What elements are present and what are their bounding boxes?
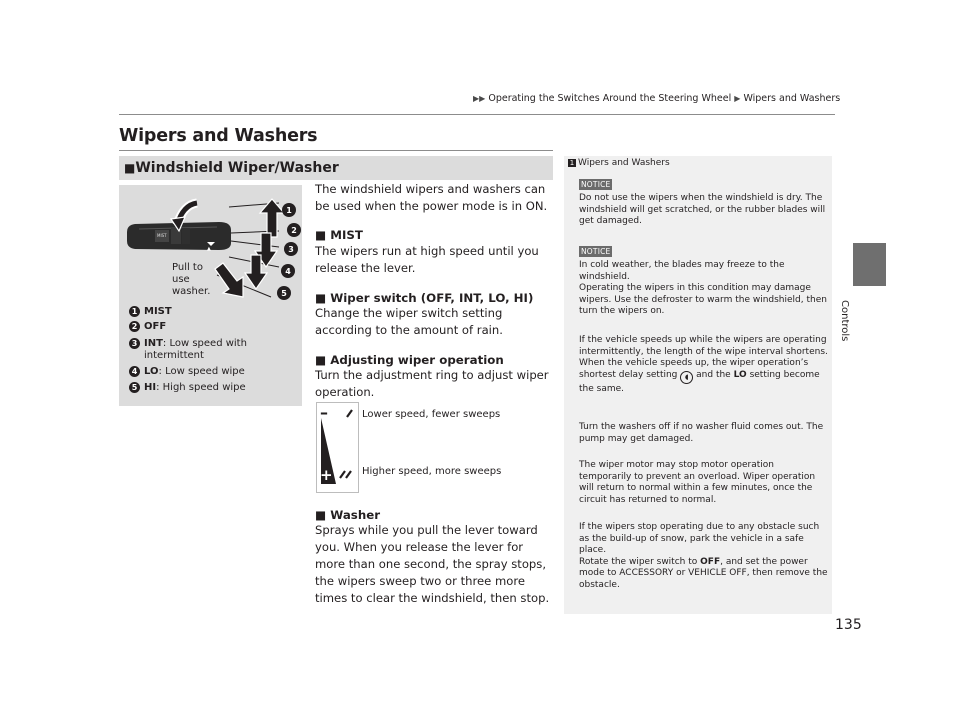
- notice-text-1: Do not use the wipers when the windshield is dry. The windshield will get scratched, or the rubber blades will get damaged.: [579, 193, 826, 226]
- arrow-icon: ▶: [734, 94, 741, 103]
- legend-item-mist: [129, 306, 172, 318]
- legend-item-int: [129, 338, 299, 362]
- legend-num: 2: [129, 321, 140, 332]
- legend-key: LO: [144, 366, 159, 377]
- legend-item-hi: [129, 382, 246, 394]
- section-marker: ■: [124, 161, 136, 175]
- callout-2: 2: [291, 226, 297, 235]
- note-marker: 1: [569, 159, 575, 167]
- adjust-text: Turn the adjustment ring to adjust wiper operation.: [315, 368, 549, 399]
- legend-key: HI: [144, 382, 157, 393]
- legend-num: 4: [129, 366, 140, 377]
- legend-item-off: [129, 321, 166, 333]
- notes-heading: [568, 158, 670, 168]
- callout-5: 5: [281, 289, 287, 298]
- note-p1b: and the: [696, 369, 731, 380]
- mist-heading: ■ MIST: [315, 228, 363, 242]
- wiper-switch-text: Change the wiper switch setting according to the amount of rain.: [315, 306, 503, 337]
- intro-text: The windshield wipers and washers can be used when the power mode is in ON.: [315, 182, 548, 213]
- svg-text:MIST: MIST: [157, 233, 167, 238]
- note-paragraph-1: [579, 335, 829, 395]
- legend-item-lo: [129, 366, 245, 378]
- adjust-heading: ■ Adjusting wiper operation: [315, 353, 504, 367]
- note-p1d: setting become the same.: [579, 369, 820, 394]
- callout-4: 4: [285, 267, 291, 276]
- wiper-switch-heading: ■ Wiper switch (OFF, INT, LO, HI): [315, 291, 534, 305]
- page-number: 135: [835, 617, 862, 633]
- note-p1a: If the vehicle speeds up while the wipers are operating intermittently, the length of the wipe interval shortens. When the vehicle speeds up, the wiper operation’s shortest delay setting: [579, 335, 828, 380]
- note-p4c: , and set the power mode to ACCESSORY or VEHICLE OFF, then remove the obstacle.: [579, 556, 828, 590]
- callout-3: 3: [288, 245, 294, 254]
- note-paragraph-2: Turn the washers off if no washer fluid comes out. The pump may get damaged.: [579, 422, 824, 444]
- legend-key: INT: [144, 338, 163, 349]
- side-tab-label[interactable]: Controls: [839, 300, 850, 342]
- legend-desc: : Low speed wipe: [158, 366, 245, 377]
- washer-text: Sprays while you pull the lever toward you. When you release the lever for more than one second, the spray stops, the wipers sweep two or three more times to clear the windshield, then stop.: [315, 523, 550, 605]
- note-paragraph-4: [579, 522, 829, 591]
- mist-text: The wipers run at high speed until you release the lever.: [315, 244, 539, 275]
- section-title: [124, 160, 339, 176]
- title-rule: [119, 150, 553, 151]
- pull-to-use-washer-label: Pull to use washer.: [172, 262, 211, 297]
- section-tab-marker: [853, 243, 886, 286]
- note-p1c: LO: [733, 369, 747, 380]
- washer-heading: ■ Washer: [315, 508, 381, 522]
- notice-text-2: In cold weather, the blades may freeze to the windshield. Operating the wipers in this condition may damage wipers. Use the defroster to warm the windshield, then turn the wipers on.: [579, 260, 827, 316]
- notice-badge: NOTICE: [581, 247, 611, 256]
- breadcrumb-part2[interactable]: Wipers and Washers: [743, 93, 841, 104]
- note-paragraph-3: The wiper motor may stop motor operation temporarily to prevent an overload. Wiper operation will return to normal within a few minutes, once the circuit has returned to normal.: [579, 460, 816, 505]
- notes-heading-text: Wipers and Washers: [578, 158, 670, 168]
- minus-sign: –: [320, 403, 328, 422]
- breadcrumb: [473, 93, 840, 104]
- higher-speed-label: Higher speed, more sweeps: [362, 466, 502, 477]
- legend-desc: : High speed wipe: [156, 382, 246, 393]
- wiper-lever-illustration: [119, 185, 302, 315]
- plus-sign: +: [320, 466, 333, 484]
- callout-1: 1: [286, 206, 292, 215]
- intermittent-dial-icon: ◖: [680, 371, 693, 384]
- breadcrumb-part1[interactable]: Operating the Switches Around the Steering Wheel: [488, 93, 732, 104]
- note-p4a: If the wipers stop operating due to any obstacle such as the build-up of snow, park the vehicle in a safe place. Rotate the wiper switch to: [579, 522, 820, 567]
- lower-speed-label: Lower speed, fewer sweeps: [362, 409, 501, 420]
- svg-text:▲: ▲: [207, 246, 211, 252]
- note-p4b: OFF: [700, 556, 721, 567]
- legend-num: 5: [129, 382, 140, 393]
- legend-desc: : Low speed with intermittent: [144, 338, 247, 361]
- double-arrow-icon: ▶▶: [473, 94, 486, 103]
- header-rule: [119, 114, 835, 115]
- legend-key: MIST: [144, 306, 172, 317]
- page-title: Wipers and Washers: [119, 126, 318, 146]
- notice-badge: NOTICE: [581, 180, 611, 189]
- section-title-text: Windshield Wiper/Washer: [135, 160, 339, 176]
- legend-num: 3: [129, 338, 140, 349]
- legend-num: 1: [129, 306, 140, 317]
- legend-key: OFF: [144, 321, 167, 332]
